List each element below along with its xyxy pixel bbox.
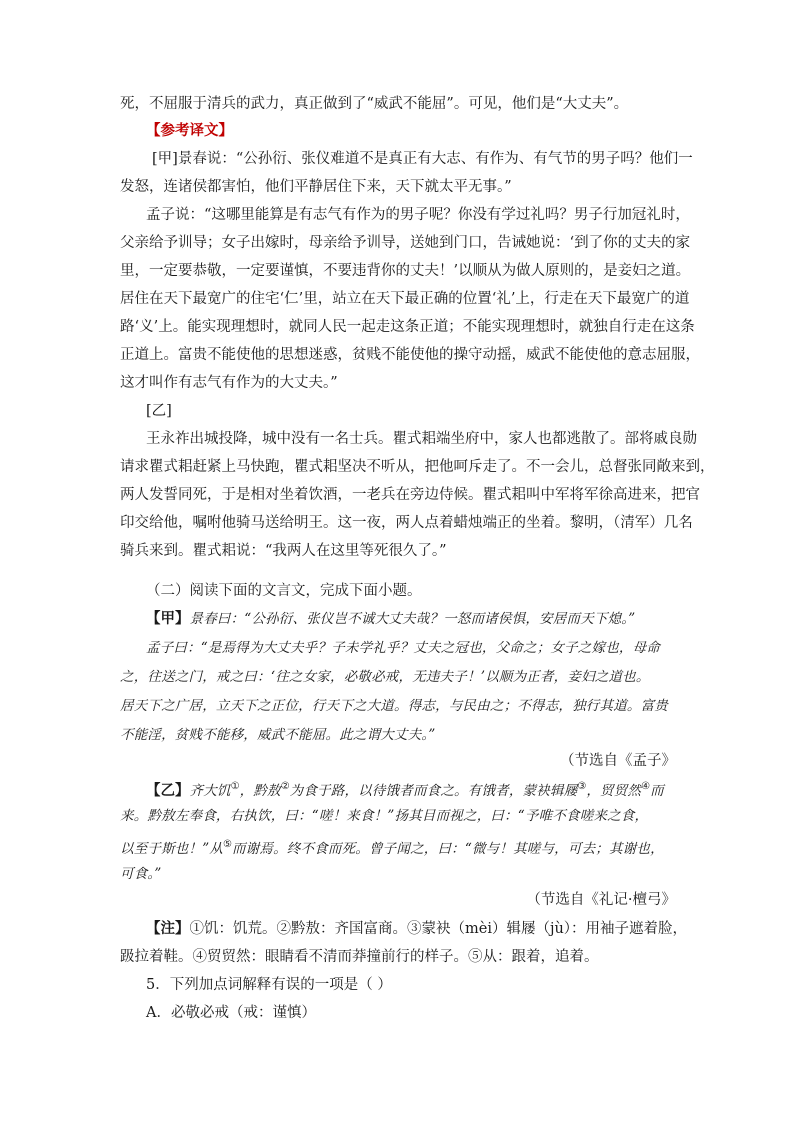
classical-text: 景春曰：“公孙衍、张仪岂不诚大丈夫哉？一怒而诸侯惧，安居而天下熄。”	[189, 611, 636, 627]
translation-jia-line: 正道上。富贵不能使他的思想迷惑，贫贱不能使他的操守动摇，威武不能使他的意志屈服，	[120, 347, 700, 363]
annotation-line: 趿拉着鞋。④贸贸然：眼睛看不清而莽撞前行的样子。⑤从：跟着，追着。	[120, 949, 599, 965]
section-header-reference-translation: 【参考译文】	[146, 122, 233, 139]
classical-text: 齐大饥	[189, 782, 231, 799]
classical-text: 而	[650, 782, 664, 799]
classical-jia-line	[146, 609, 676, 629]
classical-yi-line	[146, 777, 676, 801]
footnote-marker: ⑤	[223, 839, 232, 850]
translation-jia-line: 这才叫作有志气有作为的大丈夫。”	[120, 375, 338, 391]
translation-jia-line: 里，一定要恭敬，一定要谨慎，不要违背你的丈夫！’以顺从为做人原则的，是妾妇之道。	[120, 263, 691, 279]
translation-jia-line: 路‘义’上。能实现理想时，就同人民一起走这条正道；不能实现理想时，就独自行走在这条	[120, 319, 695, 335]
answer-option-a: A．必敬必戒（戒：谨慎）	[146, 1005, 316, 1021]
footnote-marker: ④	[641, 781, 651, 792]
classical-yi-line: 来。黔敖左奉食，右执饮，曰：“嗟！来食！”扬其目而视之，曰：“予唯不食嗟来之食，	[120, 808, 649, 824]
translation-yi-label: [乙]	[146, 403, 172, 419]
classical-jia-line: 之，往送之门，戒之曰：‘往之女家，必敬必戒，无违夫子！’以顺为正者，妾妇之道也。	[120, 669, 650, 685]
yi-tag: 【乙】	[146, 781, 190, 799]
source-citation: （节选自《孟子》	[560, 753, 676, 769]
annotation-text: ①饥：饥荒。②黔敖：齐国富商。③蒙袂（mèi）辑屦（jù）：用袖子遮着脸，	[189, 921, 688, 937]
jia-tag: 【甲】	[146, 610, 190, 627]
translation-yi-line: 两人发誓同死，于是相对坐着饮酒，一老兵在旁边侍候。瞿式耜叫中军将军徐高进来，把官	[120, 487, 700, 503]
question-text: 5．下列加点词解释有误的一项是（ ）	[146, 977, 392, 993]
classical-text: 而谢焉。终不食而死。曾子闻之，曰：“微与！其嗟与，可去；其谢也，	[231, 840, 664, 857]
translation-jia-line: 父亲给予训导；女子出嫁时，母亲给予训导，送她到门口，告诫她说：‘到了你的丈夫的家	[120, 235, 691, 251]
translation-jia-line: [甲]景春说：“公孙衍、张仪难道不是真正有大志、有作为、有气节的男子吗？他们一	[152, 151, 693, 167]
translation-jia-line: 居住在天下最宽广的住宅‘仁’里，站立在天下最正确的位置‘礼’上，行走在天下最宽广的道	[120, 291, 690, 307]
source-citation: （节选自《礼记·檀弓》	[526, 892, 676, 908]
footnote-marker: ②	[280, 781, 290, 792]
footnote-marker: ③	[577, 781, 587, 792]
note-tag: 【注】	[146, 920, 190, 937]
classical-jia-line: 孟子曰：“是焉得为大丈夫乎？子未学礼乎？丈夫之冠也，父命之；女子之嫁也，母命	[146, 640, 661, 656]
classical-jia-line: 不能淫，贫贱不能移，威武不能屈。此之谓大丈夫。”	[120, 727, 436, 743]
classical-text: 为食于路，以待饿者而食之。有饿者，蒙袂辑屦	[289, 782, 578, 799]
annotation-line	[146, 919, 688, 939]
text-line: 死，不屈服于清兵的武力，真正做到了“威武不能屈”。可见，他们是“大丈夫”。	[120, 96, 629, 112]
footnote-marker: ①	[230, 781, 240, 792]
classical-yi-line: 可食。”	[120, 866, 162, 882]
classical-yi-line	[120, 835, 676, 859]
translation-yi-line: 印交给他，嘱咐他骑马送给明王。这一夜，两人点着蜡烛端正的坐着。黎明，（清军）几名	[120, 515, 693, 531]
translation-yi-line: 王永祚出城投降，城中没有一名士兵。瞿式耜端坐府中，家人也都逃散了。部将戚良勋	[146, 431, 697, 447]
section-intro: （二）阅读下面的文言文，完成下面小题。	[146, 583, 422, 599]
classical-text: ，黔敖	[239, 782, 281, 799]
translation-yi-line: 骑兵来到。瞿式耜说：“我两人在这里等死很久了。”	[120, 543, 447, 559]
translation-jia-line: 孟子说：“这哪里能算是有志气有作为的男子呢？你没有学过礼吗？男子行加冠礼时，	[146, 207, 690, 223]
classical-text: ，贸贸然	[586, 782, 642, 799]
translation-yi-line: 请求瞿式耜赶紧上马快跑，瞿式耜坚决不听从，把他呵斥走了。不一会儿，总督张同敞来到，	[120, 459, 715, 475]
classical-jia-line: 居天下之广居，立天下之正位，行天下之大道。得志，与民由之；不得志，独行其道。富贵	[120, 698, 668, 714]
classical-text: 以至于斯也！”从	[120, 840, 224, 857]
translation-jia-line: 发怒，连诸侯都害怕，他们平静居住下来，天下就太平无事。”	[120, 179, 512, 195]
